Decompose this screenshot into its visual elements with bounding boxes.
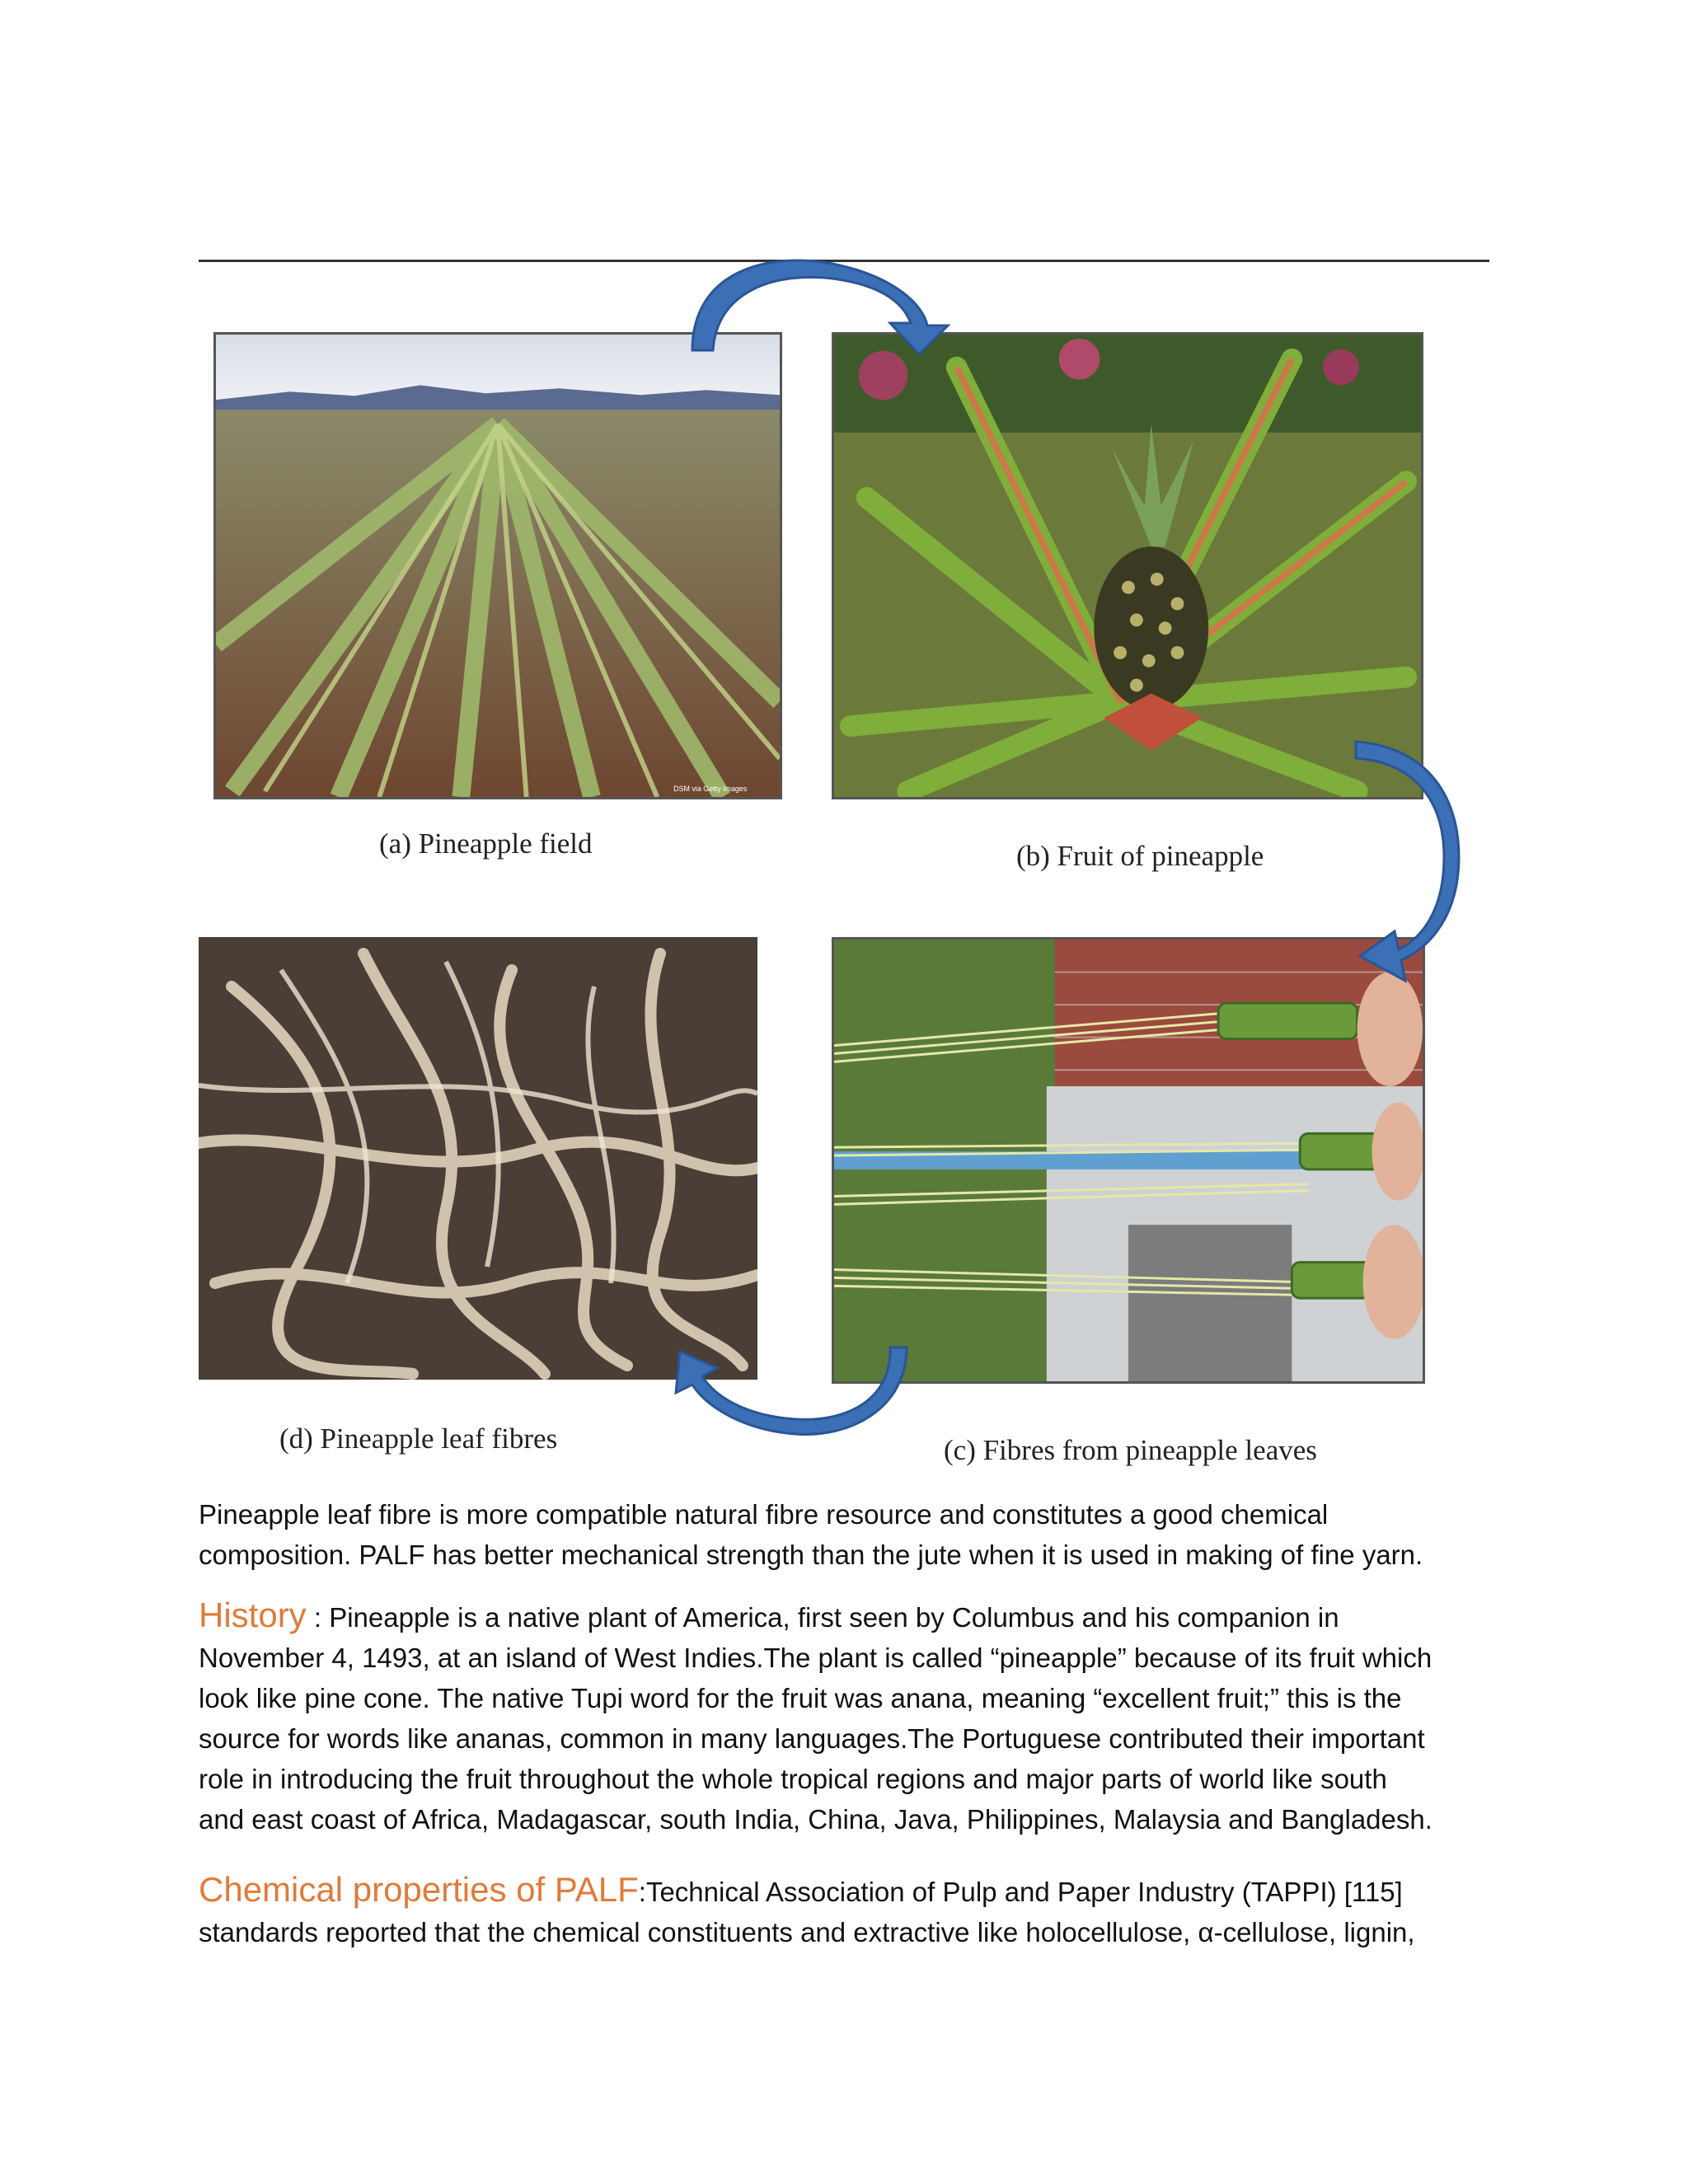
chemical-first-line: :Technical Association of Pulp and Paper Industry (TAPPI) [115] xyxy=(638,1877,1403,1907)
history-line: November 4, 1493, at an island of West Indies.The plant is called “pineapple” because of its fruit which xyxy=(199,1643,1432,1673)
pineapple-field-photo xyxy=(213,332,782,799)
history-paragraph xyxy=(199,1595,1493,1840)
caption-b: (b) Fruit of pineapple xyxy=(1016,840,1264,872)
history-line: and east coast of Africa, Madagascar, south India, China, Java, Philippines, Malaysia and Bangladesh. xyxy=(199,1804,1432,1835)
caption-d: (d) Pineapple leaf fibres xyxy=(279,1422,558,1455)
pineapple-fruit-photo xyxy=(832,332,1423,799)
history-line: source for words like ananas, common in many languages.The Portuguese contributed their important xyxy=(199,1723,1425,1754)
chemical-heading: Chemical properties of PALF xyxy=(199,1870,639,1909)
chemical-line: standards reported that the chemical constituents and extractive like holocellulose, α-cellulose, lignin, xyxy=(199,1917,1415,1947)
intro-line: Pineapple leaf fibre is more compatible natural fibre resource and constitutes a good chemical xyxy=(199,1499,1329,1530)
header-rule xyxy=(199,260,1489,262)
watermark-text: DSM via Getty Images xyxy=(673,785,748,794)
caption-c: (c) Fibres from pineapple leaves xyxy=(944,1434,1317,1466)
caption-a: (a) Pineapple field xyxy=(379,827,593,860)
intro-paragraph xyxy=(199,1494,1493,1575)
leaf-fibres-photo xyxy=(199,937,757,1380)
history-heading: History xyxy=(199,1596,307,1634)
fibre-extraction-photo xyxy=(832,937,1425,1384)
history-line: role in introducing the fruit throughout the whole tropical regions and major parts of world like south xyxy=(199,1764,1387,1794)
chemical-paragraph xyxy=(199,1869,1493,1952)
intro-line: composition. PALF has better mechanical strength than the jute when it is used in making of fine yarn. xyxy=(199,1540,1423,1570)
history-line: look like pine cone. The native Tupi word for the fruit was anana, meaning “excellent fruit;” this is the xyxy=(199,1683,1402,1713)
history-first-line: : Pineapple is a native plant of America, first seen by Columbus and his companion in xyxy=(306,1602,1339,1633)
